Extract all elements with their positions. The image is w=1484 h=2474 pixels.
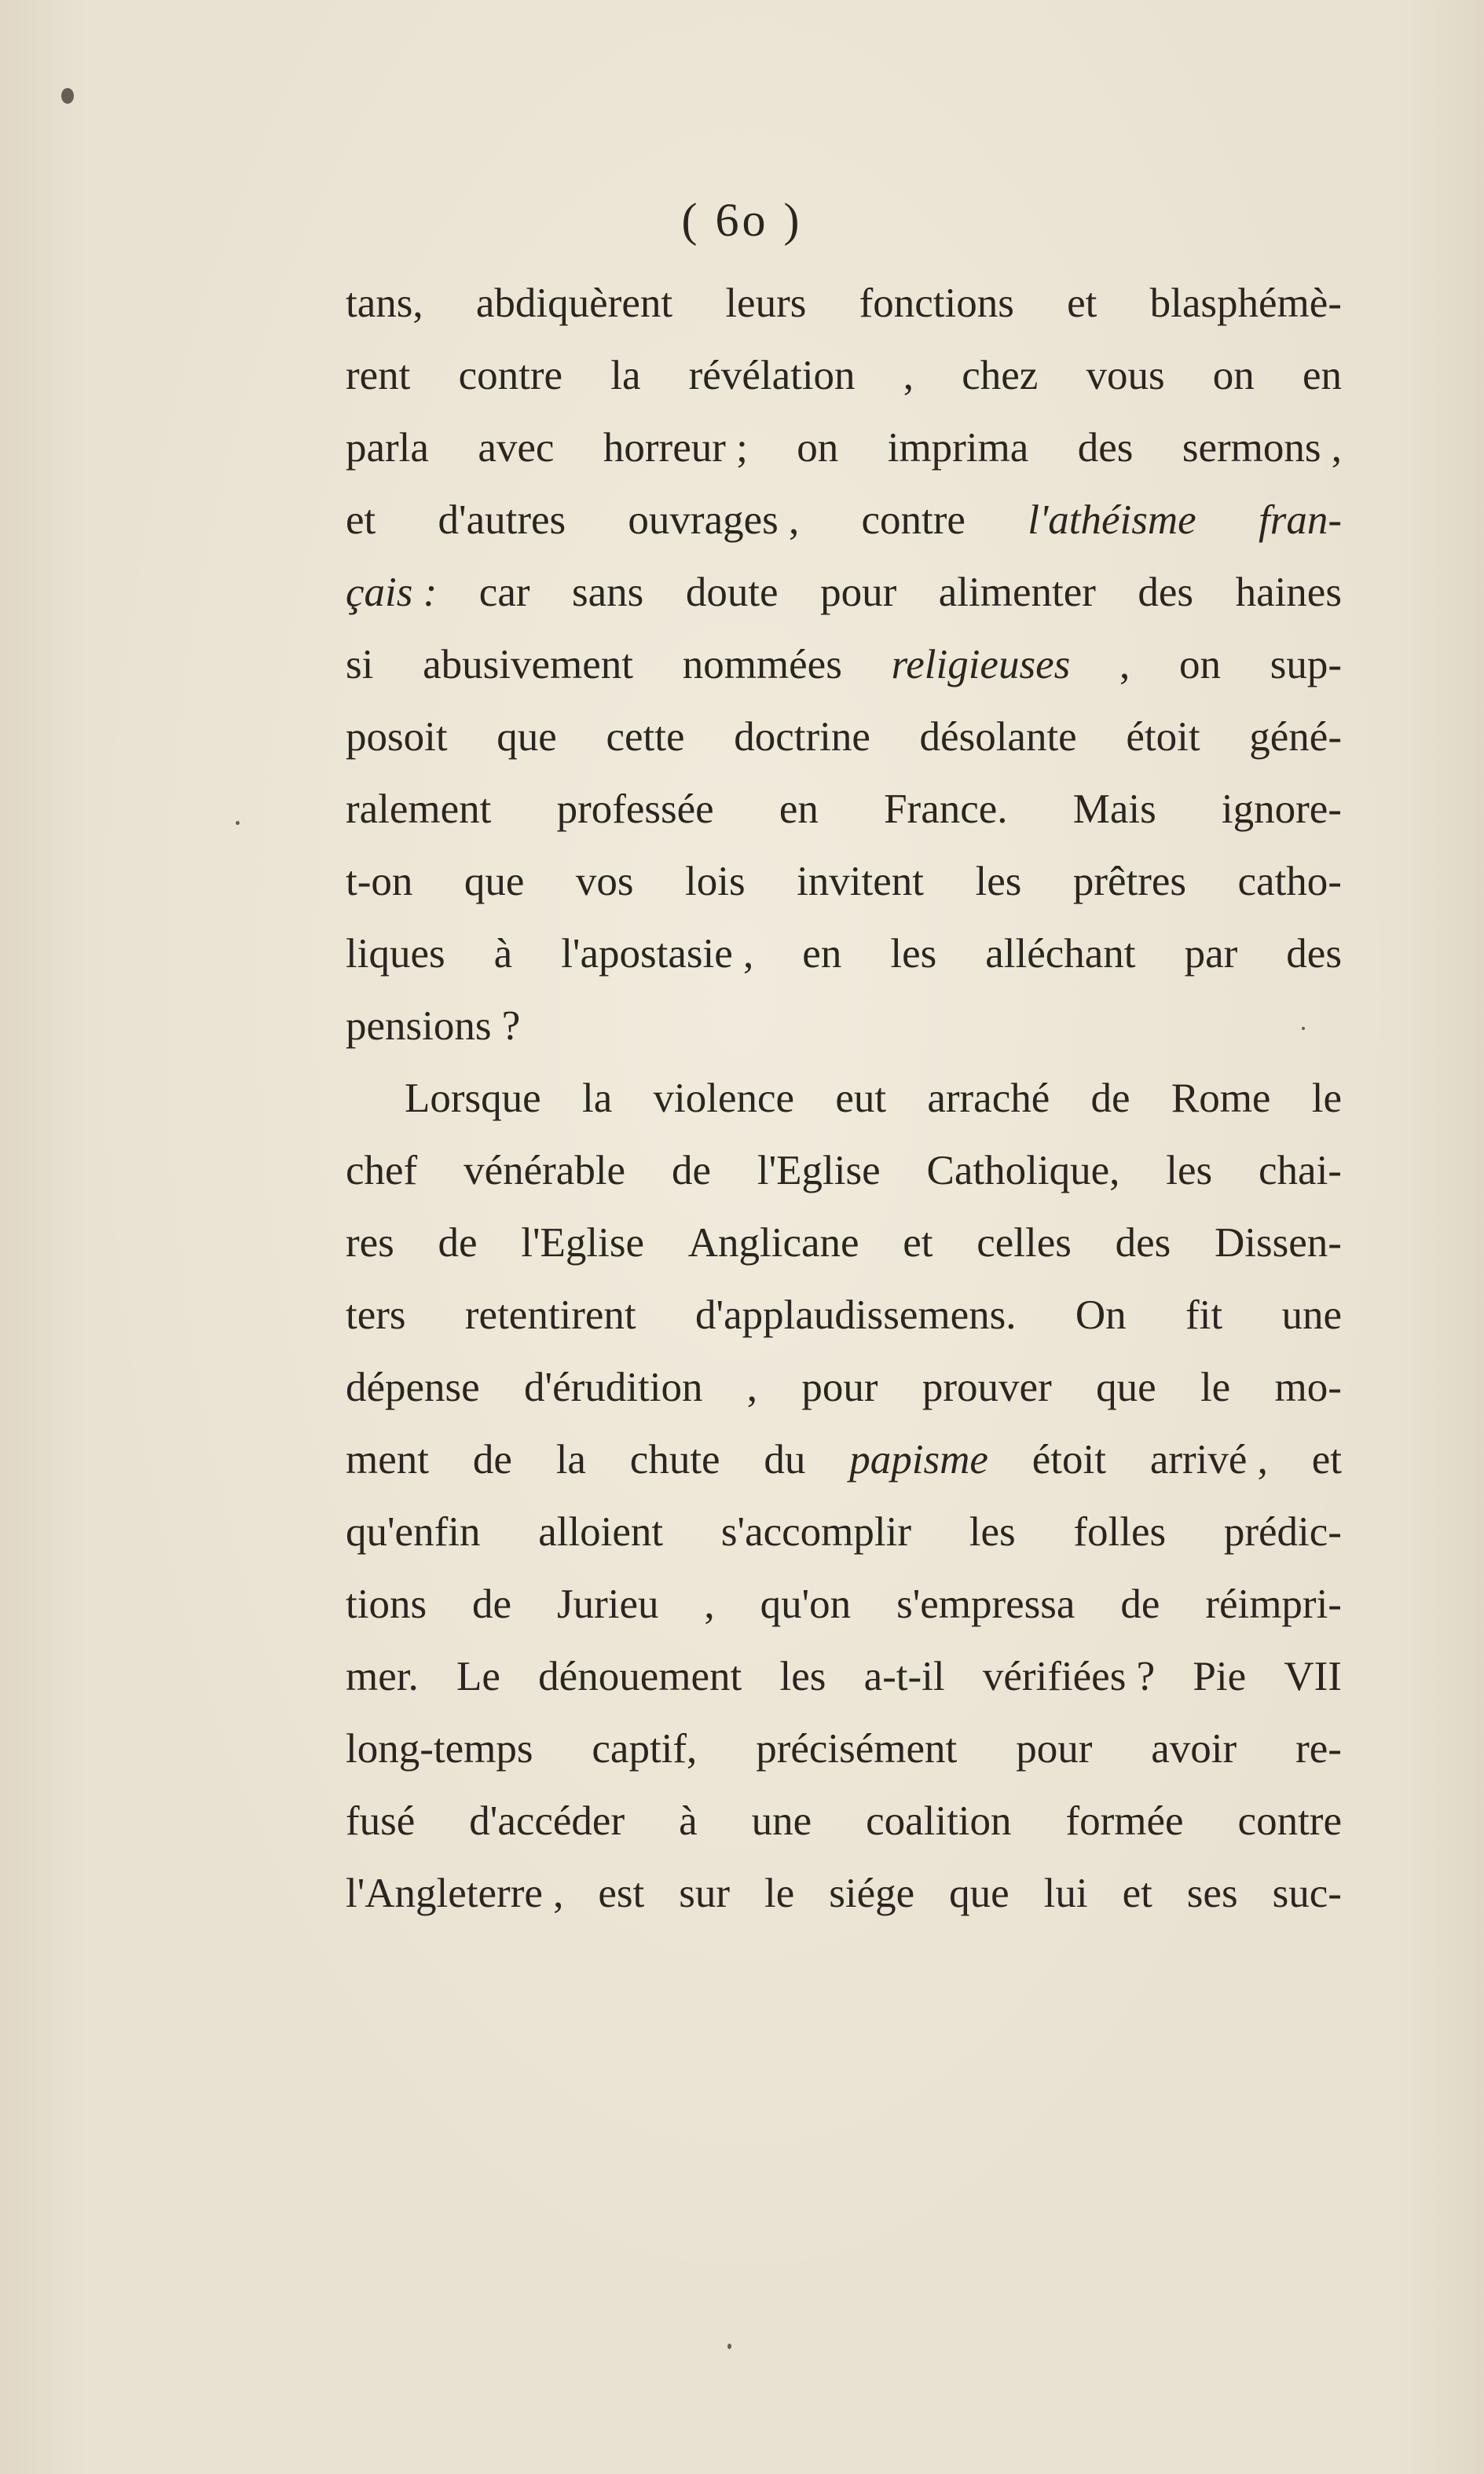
word: est (598, 1871, 645, 1916)
word: de (671, 1148, 711, 1193)
word: pensions ? (346, 1003, 521, 1049)
word: sermons , (1182, 425, 1342, 471)
word: alloient (538, 1509, 664, 1555)
word: Jurieu (556, 1582, 659, 1627)
word: s'empressa (896, 1582, 1075, 1627)
word: étoit (1031, 1437, 1106, 1483)
ink-speck (61, 88, 74, 104)
word: de (1090, 1076, 1130, 1121)
word: on (1212, 353, 1255, 398)
word: pour (820, 570, 897, 615)
word: vos (575, 859, 634, 904)
word: , (746, 1365, 758, 1410)
word: prouver (922, 1365, 1052, 1410)
word: ouvrages , (628, 497, 800, 543)
word: siége (829, 1871, 915, 1916)
word: que (464, 859, 525, 904)
ink-speck (236, 821, 240, 825)
word: les (1166, 1148, 1213, 1193)
word: les (969, 1509, 1016, 1555)
word: professée (556, 786, 714, 832)
word: Dissen- (1214, 1220, 1342, 1266)
word: suc- (1272, 1871, 1342, 1916)
word: des (1077, 425, 1134, 471)
word: retentirent (464, 1292, 636, 1338)
word: étoit (1126, 714, 1200, 760)
word: sup- (1270, 642, 1342, 687)
word: pour (801, 1365, 878, 1410)
word: abusivement (423, 642, 633, 687)
word: que (1096, 1365, 1156, 1410)
word: , (903, 353, 914, 398)
word: en (802, 931, 842, 977)
word: qu'enfin (346, 1509, 481, 1555)
word: de (472, 1437, 512, 1483)
word: çais : (346, 570, 438, 615)
word: qu'on (760, 1582, 852, 1627)
word: géné- (1249, 714, 1342, 760)
word: contre (1237, 1798, 1342, 1844)
word: Le (456, 1654, 500, 1699)
word: désolante (919, 714, 1077, 760)
text-line (346, 990, 1342, 1062)
word: blasphémè- (1149, 280, 1342, 326)
word: prêtres (1072, 859, 1187, 904)
word: des (1138, 570, 1194, 615)
word: et (903, 1220, 933, 1266)
word: alimenter (938, 570, 1096, 615)
word: arrivé , (1149, 1437, 1268, 1483)
word: doute (685, 570, 779, 615)
text-line (346, 1424, 1342, 1496)
word: on (797, 425, 839, 471)
word: le (1200, 1365, 1231, 1410)
word: Catholique, (926, 1148, 1120, 1193)
word: une (1281, 1292, 1342, 1338)
word: d'accéder (469, 1798, 625, 1844)
word: tions (346, 1582, 427, 1627)
text-line (346, 556, 1342, 629)
word: mo- (1274, 1365, 1342, 1410)
word: fran- (1259, 497, 1342, 543)
text-line (346, 1062, 1342, 1134)
word: ses (1186, 1871, 1238, 1916)
word: des (1286, 931, 1342, 977)
text-line (346, 412, 1342, 484)
text-line (346, 701, 1342, 773)
word: France. (884, 786, 1008, 832)
word: abdiquèrent (475, 280, 673, 326)
word: de (438, 1220, 478, 1266)
word: l'apostasie , (561, 931, 754, 977)
word: contre (861, 497, 966, 543)
word: et (1311, 1437, 1342, 1483)
text-line (346, 1713, 1342, 1785)
word: formée (1065, 1798, 1184, 1844)
word: captif, (592, 1726, 698, 1772)
word: ralement (346, 786, 492, 832)
word: des (1115, 1220, 1171, 1266)
word: en (1302, 353, 1342, 398)
word: mer. (346, 1654, 419, 1699)
word: de (1120, 1582, 1160, 1627)
word: papisme (849, 1437, 988, 1483)
word: posoit (346, 714, 448, 760)
word: que (496, 714, 557, 760)
word: tans, (346, 280, 423, 326)
word: l'athéisme (1028, 497, 1196, 543)
word: réimpri- (1205, 1582, 1342, 1627)
word: rent (346, 353, 411, 398)
word: Lorsque (405, 1076, 541, 1121)
word: t-on (346, 859, 413, 904)
word: re- (1295, 1726, 1342, 1772)
word: ment (346, 1437, 429, 1483)
word: de (472, 1582, 512, 1627)
word: , (704, 1582, 715, 1627)
text-line (346, 1568, 1342, 1640)
word: fusé (346, 1798, 416, 1844)
text-line (346, 1496, 1342, 1568)
word: liques (346, 931, 445, 977)
word: folles (1073, 1509, 1167, 1555)
word: fit (1185, 1292, 1223, 1338)
word: pour (1016, 1726, 1093, 1772)
word: les (890, 931, 937, 977)
word: à (493, 931, 513, 977)
word: précisément (756, 1726, 958, 1772)
word: d'applaudissemens. (695, 1292, 1017, 1338)
word: eut (835, 1076, 887, 1121)
word: une (751, 1798, 812, 1844)
text-line (346, 1351, 1342, 1424)
word: les (975, 859, 1022, 904)
word: vérifiées ? (982, 1654, 1156, 1699)
text-line (346, 1134, 1342, 1207)
text-line (346, 629, 1342, 701)
word: vous (1086, 353, 1165, 398)
ink-speck (727, 2344, 731, 2349)
text-line (346, 1279, 1342, 1351)
word: en (779, 786, 819, 832)
word: et (346, 497, 376, 543)
word: nommées (682, 642, 842, 687)
word: chai- (1259, 1148, 1342, 1193)
text-line (346, 339, 1342, 412)
word: long-temps (346, 1726, 533, 1772)
word: violence (653, 1076, 795, 1121)
word: Anglicane (687, 1220, 859, 1266)
page-number: ( 6o ) (681, 194, 803, 246)
word: sans (572, 570, 644, 615)
word: lois (685, 859, 746, 904)
word: l'Eglise (757, 1148, 881, 1193)
word: coalition (866, 1798, 1012, 1844)
word: si (346, 642, 374, 687)
body-text (346, 267, 1342, 1930)
word: Mais (1072, 786, 1156, 832)
word: celles (977, 1220, 1072, 1266)
word: cette (606, 714, 685, 760)
word: ignore- (1221, 786, 1342, 832)
word: du (764, 1437, 806, 1483)
word: chute (629, 1437, 720, 1483)
word: alléchant (985, 931, 1136, 977)
word: parla (346, 425, 429, 471)
word: la (610, 353, 641, 398)
word: catho- (1237, 859, 1342, 904)
word: à (679, 1798, 698, 1844)
word: lui (1043, 1871, 1088, 1916)
word: on (1178, 642, 1221, 687)
word: horreur ; (603, 425, 748, 471)
word: que (949, 1871, 1009, 1916)
word: avec (478, 425, 555, 471)
word: la (555, 1437, 586, 1483)
text-line (346, 1785, 1342, 1857)
word: vénérable (464, 1148, 626, 1193)
word: d'érudition (524, 1365, 703, 1410)
word: avoir (1151, 1726, 1237, 1772)
word: chef (346, 1148, 418, 1193)
word: le (764, 1871, 795, 1916)
word: Pie (1193, 1654, 1247, 1699)
word: l'Eglise (521, 1220, 645, 1266)
word: et (1122, 1871, 1152, 1916)
word: On (1075, 1292, 1127, 1338)
text-line (346, 484, 1342, 556)
word: res (346, 1220, 394, 1266)
word: fonctions (859, 280, 1014, 326)
word: prédic- (1223, 1509, 1342, 1555)
word: contre (458, 353, 563, 398)
word: chez (962, 353, 1039, 398)
word: ters (346, 1292, 406, 1338)
word: leurs (725, 280, 807, 326)
word: a-t-il (863, 1654, 945, 1699)
word: car (478, 570, 530, 615)
word: d'autres (438, 497, 566, 543)
word: le (1311, 1076, 1342, 1121)
word: doctrine (734, 714, 870, 760)
text-line (346, 918, 1342, 990)
word: arraché (927, 1076, 1050, 1121)
word: , (1119, 642, 1130, 687)
text-line (346, 773, 1342, 845)
word: religieuses (891, 642, 1071, 687)
word: invitent (797, 859, 924, 904)
text-line (346, 845, 1342, 918)
word: sur (679, 1871, 730, 1916)
text-line (346, 267, 1342, 339)
word: haines (1235, 570, 1342, 615)
word: s'accomplir (720, 1509, 911, 1555)
word: l'Angleterre , (346, 1871, 564, 1916)
word: et (1067, 280, 1097, 326)
word: imprima (887, 425, 1029, 471)
text-line (346, 1857, 1342, 1930)
word: dépense (346, 1365, 480, 1410)
word: les (779, 1654, 826, 1699)
word: par (1184, 931, 1238, 977)
word: dénouement (538, 1654, 742, 1699)
word: Rome (1171, 1076, 1271, 1121)
text-line (346, 1207, 1342, 1279)
word: révélation (688, 353, 856, 398)
text-line (346, 1640, 1342, 1713)
word: VII (1284, 1654, 1342, 1699)
word: la (581, 1076, 613, 1121)
